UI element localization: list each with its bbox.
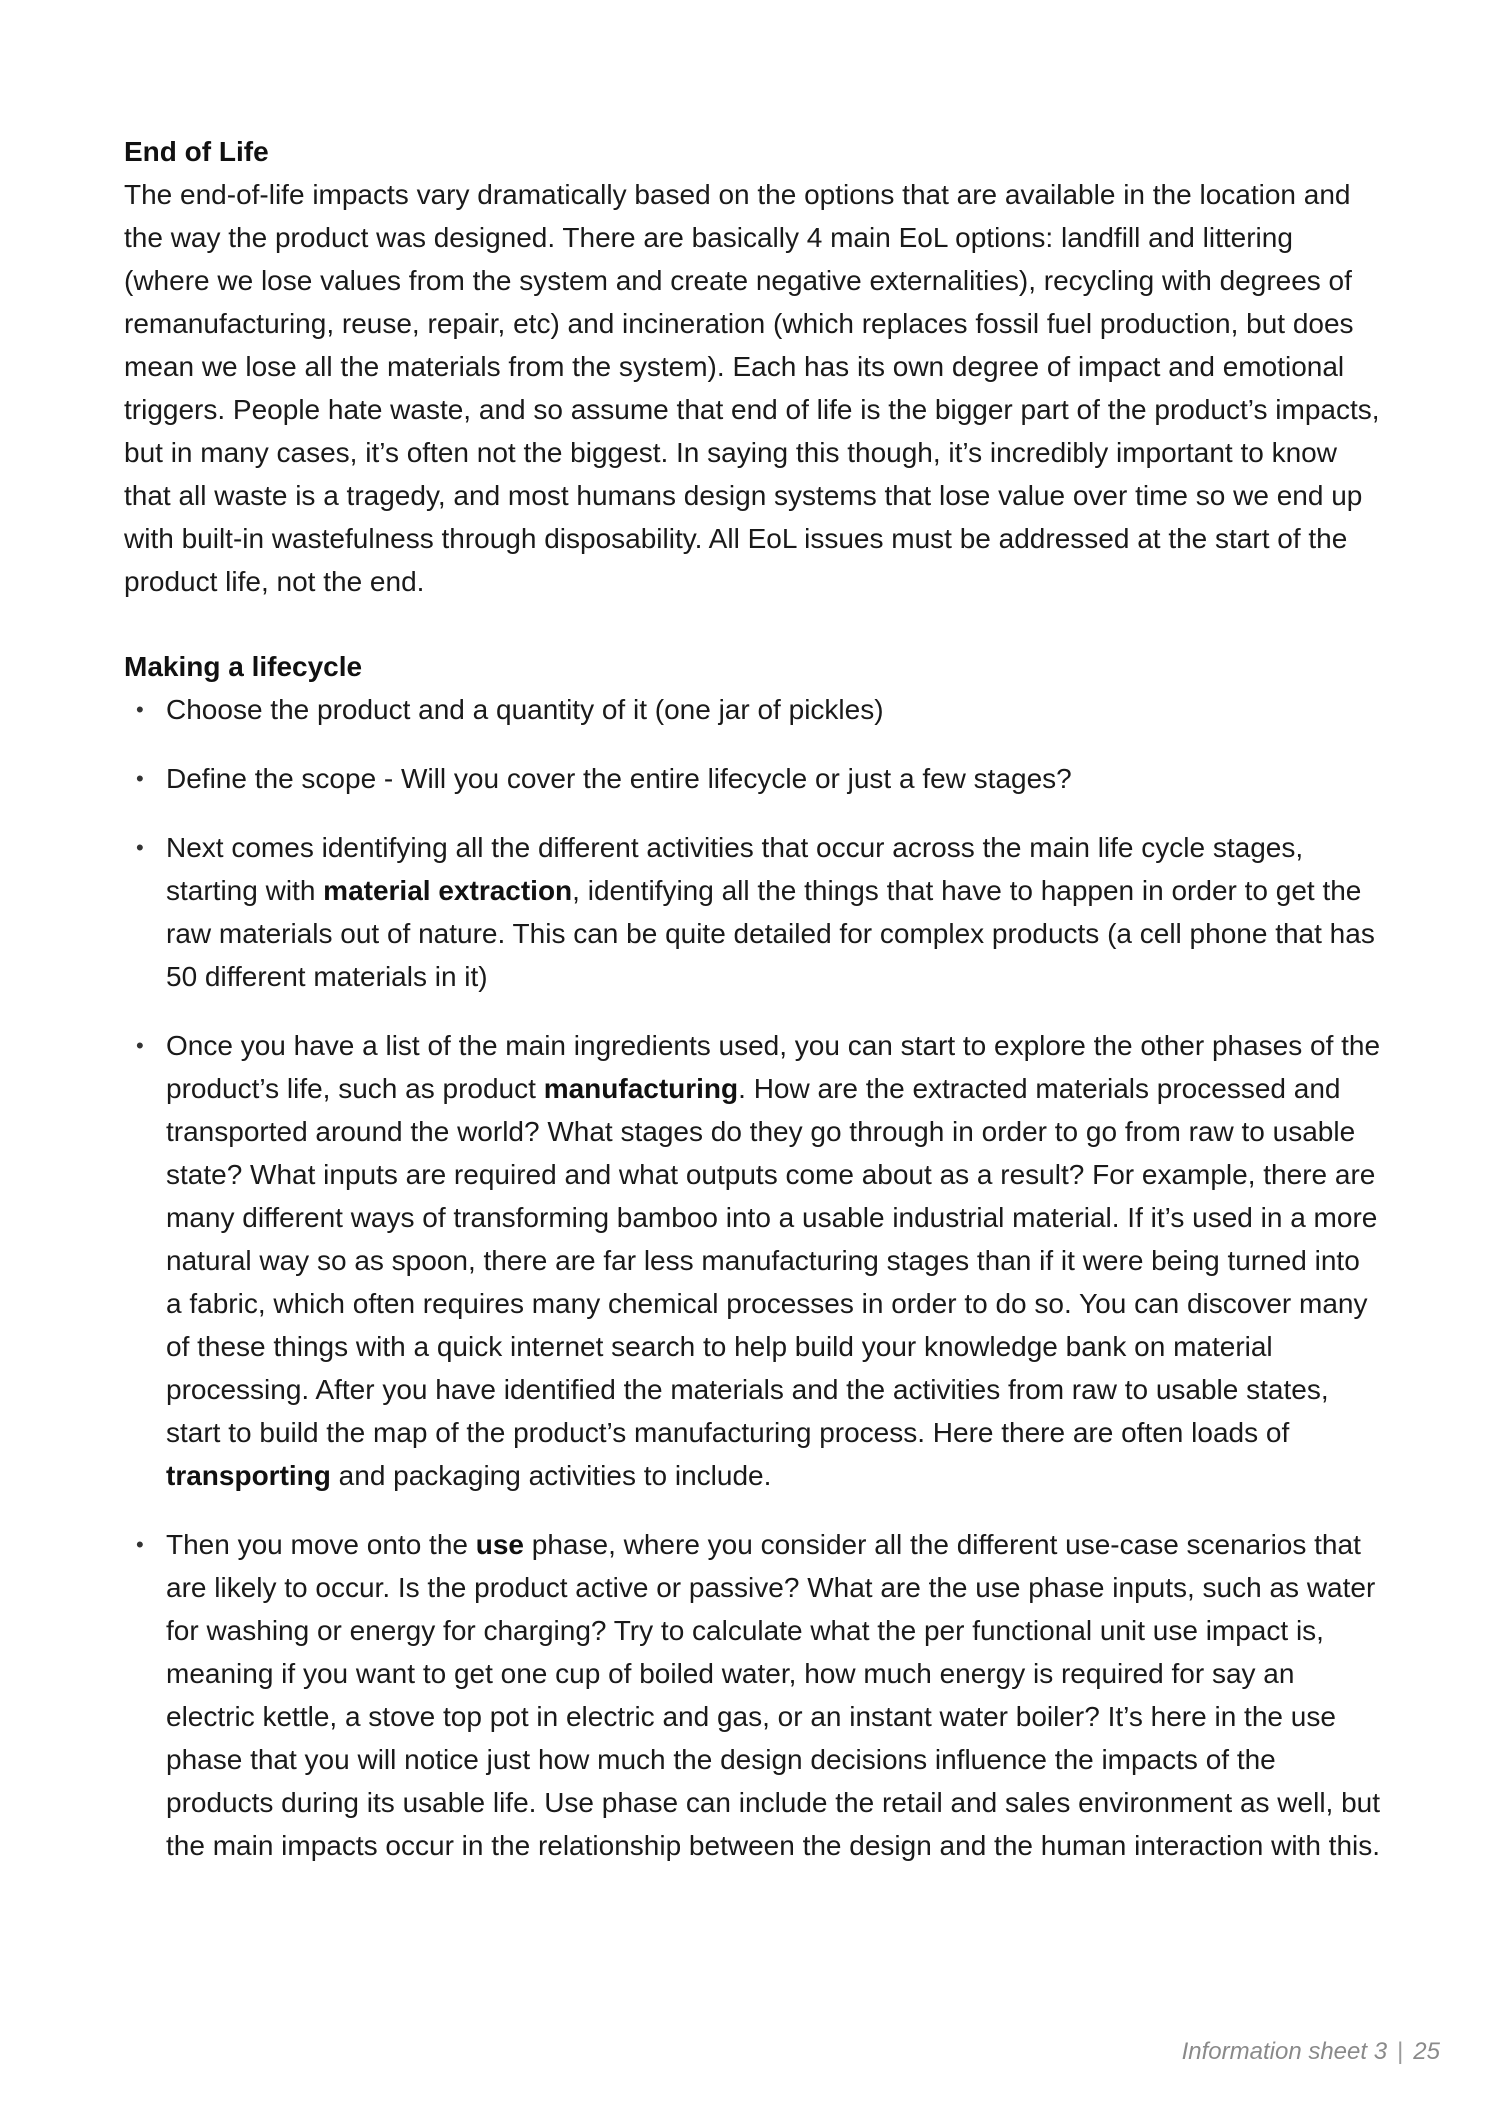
list-item-text: . How are the extracted materials processed and transported around the world? What stages do they go through in order to go from raw to usable state? What inputs are required and what outputs come about as a result? For example, there are many different ways of transforming bamboo into a usable industrial material. If it’s used in a more natural way so as spoon, there are far less manufacturing stages than if it were being turned into a fabric, which often requires many chemical processes in order to do so. You can discover many of these things with a quick internet search to help build your knowledge bank on material processing. After you have identified the materials and the activities from raw to usable states, start to build the map of the product’s manufacturing process. Here there are often loads of (166, 1073, 1378, 1448)
list-item-text: phase, where you consider all the different use-case scenarios that are likely to occur. Is the product active or passive? What are the use phase inputs, such as water for washing or energy for charging? Try to calculate what the per functional unit use impact is, meaning if you want to get one cup of boiled water, how much energy is required for say an electric kettle, a stove top pot in electric and gas, or an instant water boiler? It’s here in the use phase that you will notice just how much the design decisions influence the impacts of the products during its usable life. Use phase can include the retail and sales environment as well, but the main impacts occur in the relationship between the design and the human interaction with this. (166, 1529, 1381, 1861)
key-term-material-extraction: material extraction (323, 875, 573, 906)
lifecycle-steps-list (124, 688, 1382, 1867)
page-footer (1182, 2038, 1440, 2066)
list-item (124, 1523, 1382, 1867)
key-term-use: use (475, 1529, 524, 1560)
list-item-text: Next comes identifying all the different activities that occur across the main life cycle stages, starting with (166, 832, 1304, 906)
end-of-life-paragraph: The end-of-life impacts vary dramatically based on the options that are available in the location and the way the product was designed. There are basically 4 main EoL options: landfill and littering (where we lose values from the system and create negative externalities), recycling with degrees of remanufacturing, reuse, repair, etc) and incineration (which replaces fossil fuel production, but does mean we lose all the materials from the system). Each has its own degree of impact and emotional triggers. People hate waste, and so assume that end of life is the bigger part of the product’s impacts, but in many cases, it’s often not the biggest. In saying this though, it’s incredibly important to know that all waste is a tragedy, and most humans design systems that lose value over time so we end up with built-in wastefulness through disposability. All EoL issues must be addressed at the start of the product life, not the end. (124, 179, 1380, 597)
end-of-life-section (124, 130, 1382, 603)
bullet-icon: • (136, 1532, 144, 1557)
footer-separator: | (1397, 2038, 1404, 2065)
list-item-text: and packaging activities to include. (330, 1460, 772, 1491)
bullet-icon: • (136, 1033, 144, 1058)
bullet-icon: • (136, 835, 144, 860)
list-item-text: , identifying all the things that have to happen in order to get the raw materials out of nature. This can be quite detailed for complex products (a cell phone that has 50 different materials in it) (166, 875, 1375, 992)
list-item-text: Then you move onto the (166, 1529, 476, 1560)
bullet-icon: • (136, 766, 144, 791)
section-divider-space (124, 603, 1382, 645)
footer-page-number: 25 (1413, 2038, 1440, 2065)
section-heading-making-lifecycle: Making a lifecycle (124, 651, 363, 682)
list-item (124, 1024, 1382, 1497)
list-item-text: Once you have a list of the main ingredients used, you can start to explore the other phases of the product’s life, such as product (166, 1030, 1381, 1104)
list-item (124, 826, 1382, 998)
page-content (124, 130, 1382, 1893)
list-item-text: Define the scope - Will you cover the entire lifecycle or just a few stages? (166, 763, 1072, 794)
key-term-manufacturing: manufacturing (543, 1073, 739, 1104)
bullet-icon: • (136, 697, 144, 722)
list-item (124, 757, 1382, 800)
list-item-text: Choose the product and a quantity of it (one jar of pickles) (166, 694, 884, 725)
list-item (124, 688, 1382, 731)
footer-sheet-label: Information sheet 3 (1181, 2038, 1388, 2065)
key-term-transporting: transporting (166, 1460, 331, 1491)
making-lifecycle-section (124, 645, 1382, 1867)
section-heading-end-of-life: End of Life (124, 136, 269, 167)
